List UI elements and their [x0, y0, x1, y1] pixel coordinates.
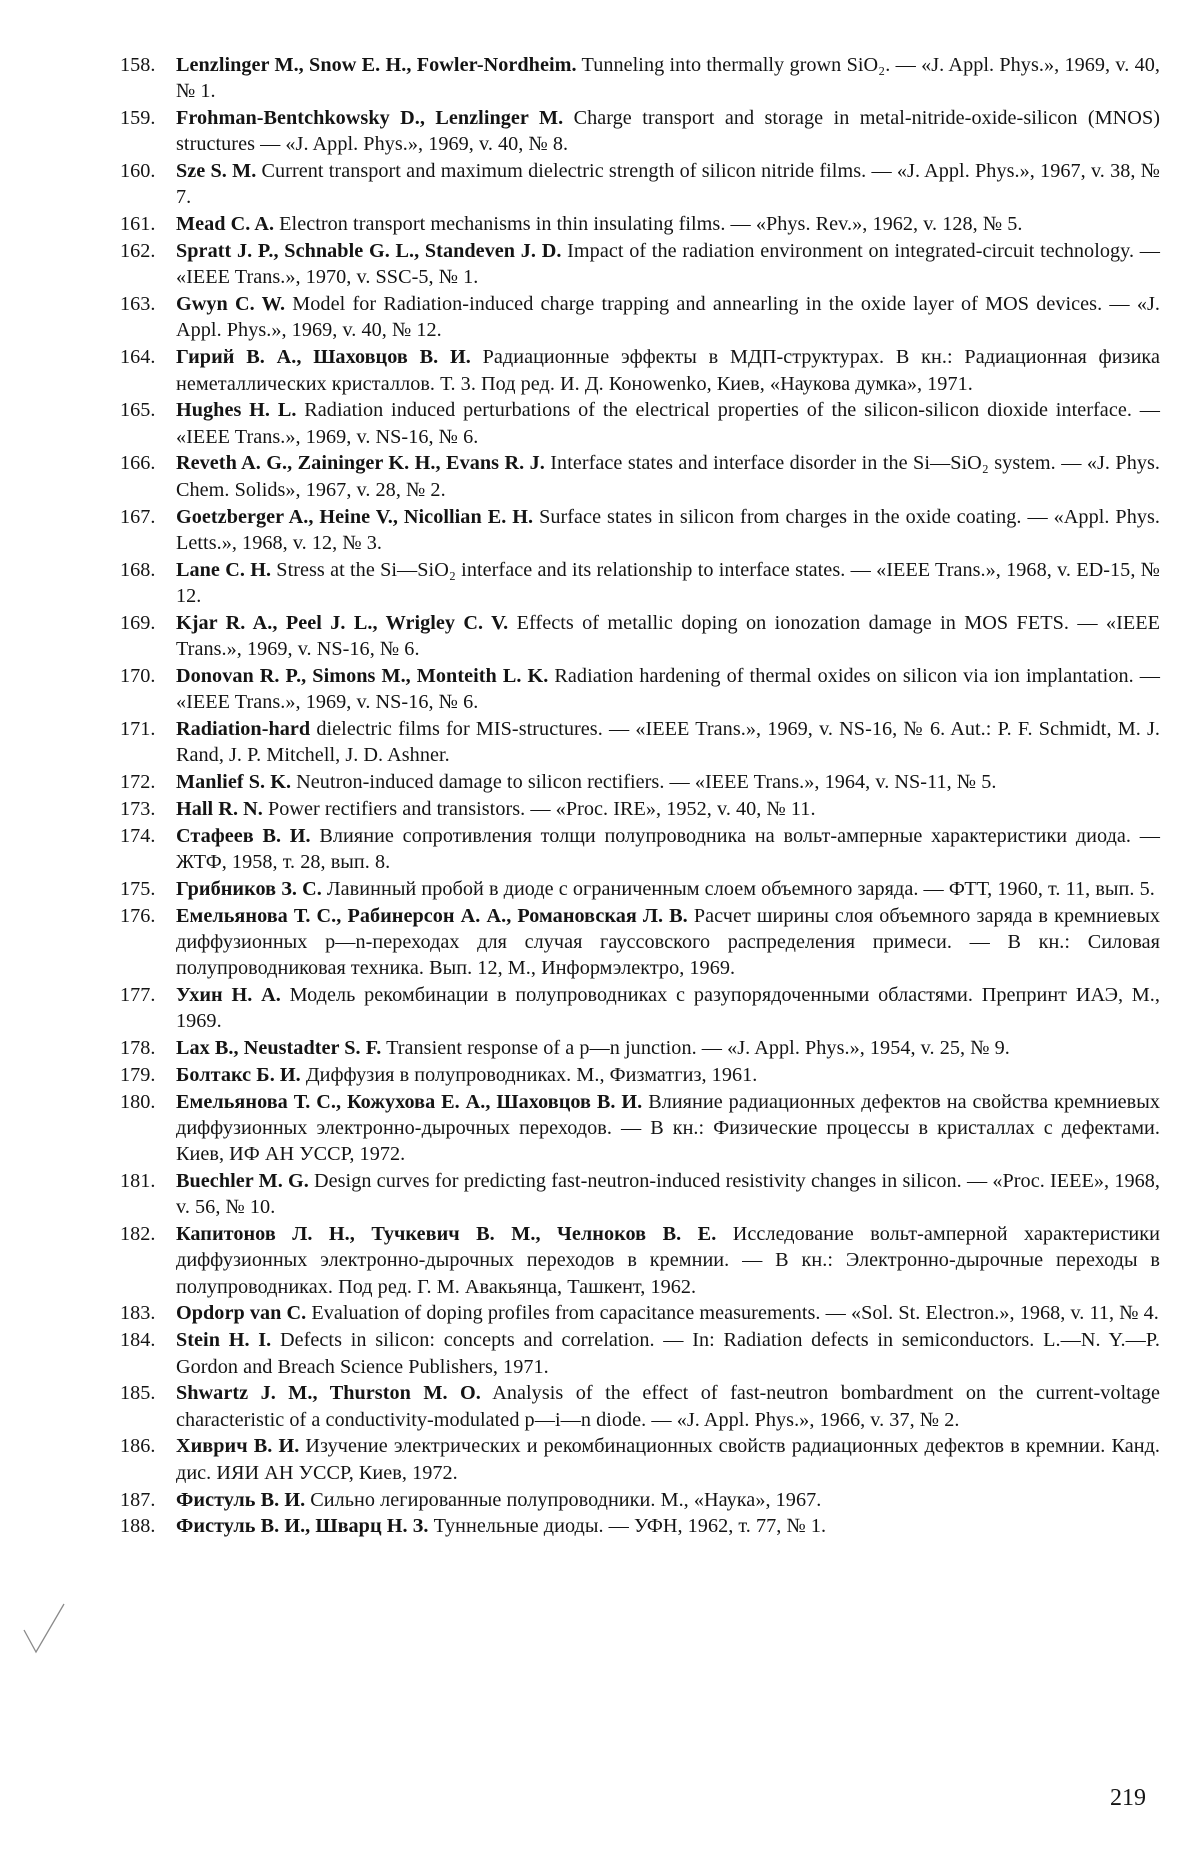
- reference-text: Model for Radiation-induced charge trapping and annearling in the oxide layer of MOS devices. — «J. Appl. Phys.», 1969, v. 40, № 12.: [176, 293, 1160, 342]
- reference-authors: Болтакс Б. И.: [176, 1063, 301, 1086]
- reference-text: Surface states in silicon from charges in the oxide coating. — «Appl. Phys. Letts.», 1968, v. 12, № 3.: [176, 505, 1161, 554]
- reference-text: Tunneling into thermally grown SiO₂. — «J. Appl. Phys.», 1969, v. 40, № 1.: [176, 54, 1161, 103]
- reference-number: 163.: [120, 293, 156, 316]
- reference-authors: Емельянова Т. С., Кожухова Е. А., Шаховцов В. И.: [176, 1090, 643, 1113]
- reference-authors: Spratt J. P., Schnable G. L., Standeven J. D.: [176, 240, 562, 263]
- reference-text: Charge transport and storage in metal-nitride-oxide-silicon (MNOS) structures — «J. Appl. Phys.», 1969, v. 40, № 8.: [176, 107, 1160, 156]
- reference-number: 179.: [120, 1063, 156, 1086]
- reference-number: 165.: [120, 399, 156, 422]
- reference-entry: [120, 716, 1160, 769]
- reference-authors: Sze S. M.: [176, 160, 257, 183]
- reference-authors: Фистуль В. И.: [176, 1488, 306, 1511]
- reference-number: 160.: [120, 160, 156, 183]
- reference-entry: [120, 557, 1160, 610]
- reference-entry: [120, 1168, 1160, 1221]
- reference-number: 168.: [120, 558, 156, 581]
- reference-authors: Reveth A. G., Zaininger K. H., Evans R. J.: [176, 452, 545, 475]
- reference-number: 180.: [120, 1090, 156, 1113]
- reference-number: 183.: [120, 1302, 156, 1325]
- reference-entry: [120, 1221, 1160, 1300]
- reference-authors: Shwartz J. M., Thurston M. O.: [176, 1382, 481, 1405]
- reference-entry: [120, 796, 1160, 822]
- reference-entry: [120, 1062, 1160, 1088]
- reference-text: dielectric films for MIS-structures. — «IEEE Trans.», 1969, v. NS-16, № 6. Aut.: P. F. Schmidt, M. J. Rand, J. P. Mitchell, J. D. Ashner.: [176, 717, 1160, 767]
- reference-text: Влияние радиационных дефектов на свойства кремниевых диффузионных электронно-дырочных переходов. — В кн.: Физические процессы в кристаллах с дефектами. Киев, ИФ АН УССР, 1972.: [176, 1090, 1160, 1166]
- handwritten-check-mark: [22, 1600, 68, 1660]
- reference-number: 185.: [120, 1382, 156, 1405]
- reference-entry: [120, 1300, 1160, 1326]
- reference-text: Design curves for predicting fast-neutron-induced resistivity changes in silicon. — «Proc. IEEE», 1968, v. 56, № 10.: [176, 1169, 1160, 1219]
- reference-authors: Opdorp van C.: [176, 1302, 307, 1325]
- reference-number: 187.: [120, 1488, 156, 1511]
- reference-text: Сильно легированные полупроводники. М., «Наука», 1967.: [305, 1488, 822, 1511]
- reference-number: 188.: [120, 1515, 156, 1538]
- reference-entry: [120, 823, 1160, 876]
- reference-number: 161.: [120, 213, 156, 236]
- reference-authors: Ухин Н. А.: [176, 983, 281, 1006]
- reference-text: Interface states and interface disorder in the Si—SiO₂ system. — «J. Phys. Chem. Solids», 1967, v. 28, № 2.: [176, 452, 1160, 501]
- reference-text: Исследование вольт-амперной характеристики диффузионных электронно-дырочных переходов в кремнии. — В кн.: Электронно-дырочные переходы в полупроводниках. Под ред. Г. М. Авакьянца, Ташкент, 1962.: [176, 1223, 1160, 1298]
- reference-authors: Хиврич В. И.: [176, 1435, 300, 1458]
- reference-entry: [120, 291, 1160, 344]
- reference-entry: [120, 1327, 1160, 1380]
- reference-text: Расчет ширины слоя объемного заряда в кремниевых диффузионных p—n-переходах для случая гауссовского распределения примеси. — В кн.: Силовая полупроводниковая техника. Вып. 12, М., Информэлектро, 1969.: [176, 904, 1160, 980]
- reference-authors: Stein H. I.: [176, 1329, 272, 1352]
- reference-authors: Lane C. H.: [176, 558, 272, 581]
- reference-entry: [120, 1487, 1160, 1513]
- reference-text: Transient response of a p—n junction. — «J. Appl. Phys.», 1954, v. 25, № 9.: [381, 1036, 1010, 1059]
- reference-authors: Фистуль В. И., Шварц Н. З.: [176, 1515, 429, 1538]
- reference-text: Neutron-induced damage to silicon rectifiers. — «IEEE Trans.», 1964, v. NS-11, № 5.: [291, 771, 997, 794]
- reference-entry: [120, 876, 1160, 902]
- reference-number: 167.: [120, 505, 156, 528]
- reference-text: Туннельные диоды. — УФН, 1962, т. 77, № 1.: [428, 1515, 827, 1538]
- reference-entry: [120, 450, 1160, 503]
- reference-authors: Lax B., Neustadter S. F.: [176, 1036, 382, 1059]
- reference-entry: [120, 610, 1160, 663]
- reference-entry: [120, 1035, 1160, 1061]
- reference-entry: [120, 158, 1160, 211]
- reference-text: Изучение электрических и рекомбинационных свойств радиационных дефектов в кремнии. Канд. дис. ИЯИ АН УССР, Киев, 1972.: [176, 1435, 1161, 1484]
- reference-number: 162.: [120, 240, 156, 263]
- reference-number: 174.: [120, 824, 156, 847]
- reference-number: 170.: [120, 664, 156, 687]
- reference-number: 186.: [120, 1435, 156, 1458]
- reference-entry: [120, 211, 1160, 237]
- reference-list: [120, 52, 1160, 1540]
- reference-entry: [120, 769, 1160, 795]
- reference-entry: [120, 504, 1160, 557]
- reference-number: 169.: [120, 611, 156, 634]
- reference-authors: Гирий В. А., Шаховцов В. И.: [176, 346, 471, 369]
- reference-entry: [120, 1513, 1160, 1539]
- reference-entry: [120, 105, 1160, 158]
- reference-entry: [120, 1433, 1160, 1486]
- reference-number: 159.: [120, 107, 156, 130]
- reference-authors: Frohman-Bentchkowsky D., Lenzlinger M.: [176, 107, 564, 130]
- reference-number: 178.: [120, 1036, 156, 1059]
- reference-text: Effects of metallic doping on ionozation damage in MOS FETS. — «IEEE Trans.», 1969, v. NS-16, № 6.: [176, 611, 1160, 661]
- reference-authors: Емельянова Т. С., Рабинерсон А. А., Романовская Л. В.: [176, 904, 688, 927]
- reference-text: Stress at the Si—SiO₂ interface and its relationship to interface states. — «IEEE Trans.», 1968, v. ED-15, № 12.: [176, 558, 1160, 607]
- reference-text: Electron transport mechanisms in thin insulating films. — «Phys. Rev.», 1962, v. 128, № 5.: [274, 213, 1023, 236]
- reference-authors: Radiation-hard: [176, 717, 311, 740]
- reference-text: Модель рекомбинации в полупроводниках с разупорядоченными областями. Препринт ИАЭ, М., 1969.: [176, 983, 1161, 1033]
- reference-number: 172.: [120, 771, 156, 794]
- reference-authors: Hall R. N.: [176, 797, 263, 820]
- reference-entry: [120, 982, 1160, 1035]
- reference-entry: [120, 52, 1160, 105]
- reference-text: Radiation induced perturbations of the electrical properties of the silicon-silicon dioxide interface. — «IEEE Trans.», 1969, v. NS-16, № 6.: [176, 399, 1160, 448]
- reference-text: Impact of the radiation environment on integrated-circuit technology. — «IEEE Trans.», 1970, v. SSC-5, № 1.: [176, 240, 1160, 289]
- reference-text: Radiation hardening of thermal oxides on silicon via ion implantation. — «IEEE Trans.», 1969, v. NS-16, № 6.: [176, 664, 1160, 714]
- reference-authors: Kjar R. A., Peel J. L., Wrigley C. V.: [176, 611, 509, 634]
- reference-entry: [120, 344, 1160, 397]
- reference-authors: Стафеев В. И.: [176, 824, 311, 847]
- reference-text: Влияние сопротивления толщи полупроводника на вольт-амперные характеристики диода. — ЖТФ, 1958, т. 28, вып. 8.: [176, 824, 1160, 873]
- reference-number: 164.: [120, 346, 156, 369]
- reference-number: 158.: [120, 54, 156, 76]
- reference-authors: Mead C. A.: [176, 213, 275, 236]
- reference-number: 177.: [120, 983, 156, 1006]
- reference-number: 181.: [120, 1169, 156, 1192]
- reference-authors: Грибников З. С.: [176, 877, 322, 900]
- reference-entry: [120, 663, 1160, 716]
- reference-number: 166.: [120, 452, 156, 475]
- reference-authors: Goetzberger A., Heine V., Nicollian E. H.: [176, 505, 534, 528]
- reference-text: Defects in silicon: concepts and correlation. — In: Radiation defects in semiconductors. L.—N. Y.—P. Gordon and Breach Science Publishers, 1971.: [176, 1329, 1161, 1378]
- reference-text: Power rectifiers and transistors. — «Proc. IRE», 1952, v. 40, № 11.: [262, 797, 816, 820]
- page-number: 219: [1110, 1785, 1146, 1811]
- reference-text: Current transport and maximum dielectric strength of silicon nitride films. — «J. Appl. Phys.», 1967, v. 38, № 7.: [176, 160, 1160, 209]
- reference-number: 184.: [120, 1329, 156, 1352]
- reference-authors: Buechler M. G.: [176, 1169, 309, 1192]
- reference-entry: [120, 1380, 1160, 1433]
- reference-number: 173.: [120, 797, 156, 820]
- reference-authors: Lenzlinger M., Snow E. H., Fowler-Nordheim.: [176, 54, 577, 76]
- reference-number: 171.: [120, 717, 156, 740]
- reference-authors: Hughes H. L.: [176, 399, 297, 422]
- reference-entry: [120, 238, 1160, 291]
- reference-number: 182.: [120, 1223, 156, 1246]
- reference-entry: [120, 397, 1160, 450]
- reference-text: Радиационные эффекты в МДП-структурах. В кн.: Радиационная физика неметаллических кристаллов. Т. 3. Под ред. И. Д. Коноwenko, Киев, «Наукова думка», 1971.: [176, 346, 1160, 395]
- reference-number: 175.: [120, 877, 156, 900]
- reference-text: Evaluation of doping profiles from capacitance measurements. — «Sol. St. Electron.», 1968, v. 11, № 4.: [306, 1302, 1159, 1325]
- reference-entry: [120, 903, 1160, 982]
- reference-text: Analysis of the effect of fast-neutron bombardment on the current-voltage characteristic of a conductivity-modulated p—i—n diode. — «J. Appl. Phys.», 1966, v. 37, № 2.: [176, 1382, 1160, 1431]
- reference-authors: Gwyn C. W.: [176, 293, 286, 316]
- reference-number: 176.: [120, 904, 156, 927]
- reference-authors: Donovan R. P., Simons M., Monteith L. K.: [176, 664, 549, 687]
- reference-text: Лавинный пробой в диоде с ограниченным слоем объемного заряда. — ФТТ, 1960, т. 11, вып. 5.: [321, 877, 1155, 900]
- reference-text: Диффузия в полупроводниках. М., Физматгиз, 1961.: [300, 1063, 758, 1086]
- reference-entry: [120, 1089, 1160, 1168]
- reference-authors: Manlief S. K.: [176, 771, 292, 794]
- reference-authors: Капитонов Л. Н., Тучкевич В. М., Челноков В. Е.: [176, 1223, 717, 1246]
